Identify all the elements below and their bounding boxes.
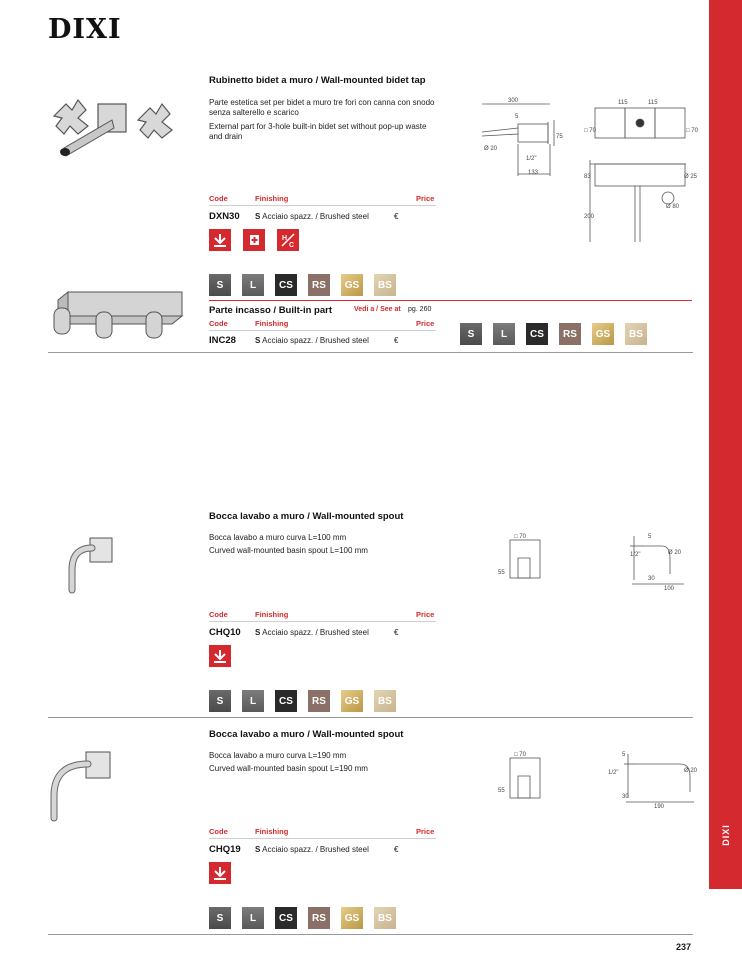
finish-swatches: [209, 274, 396, 296]
price-header: Price: [416, 319, 435, 328]
cold-start-icon: [243, 229, 265, 251]
builtin-page-ref[interactable]: pg. 260: [408, 306, 432, 313]
svg-text:Ø 20: Ø 20: [668, 550, 682, 556]
price-value: €: [394, 212, 399, 221]
finishing-header: Finishing: [255, 319, 289, 328]
swatch-s[interactable]: S: [209, 690, 231, 712]
header-divider: [209, 205, 436, 206]
swatch-rs[interactable]: RS: [559, 323, 581, 345]
spout-100-technical-drawing: [494, 528, 694, 594]
svg-text:133: 133: [528, 170, 539, 176]
spout-190-technical-drawing: [494, 746, 704, 812]
swatch-cs[interactable]: CS: [275, 690, 297, 712]
svg-text:5: 5: [622, 752, 626, 758]
product-code: CHQ19: [209, 844, 241, 855]
svg-text:1/2": 1/2": [630, 552, 641, 558]
swatch-bs[interactable]: BS: [374, 690, 396, 712]
feature-icons: [209, 645, 231, 667]
svg-text:30: 30: [648, 576, 655, 582]
brand-logo: DIXI: [48, 14, 122, 45]
swatch-bs[interactable]: BS: [374, 274, 396, 296]
product-code: CHQ10: [209, 627, 241, 638]
header-divider: [209, 838, 436, 839]
builtin-divider: [209, 300, 692, 301]
price-value: €: [394, 628, 399, 637]
code-header: Code: [209, 610, 228, 619]
svg-text:190: 190: [654, 804, 665, 810]
svg-text:55: 55: [498, 788, 505, 794]
svg-text:Ø 20: Ø 20: [484, 146, 498, 152]
svg-text:H: H: [282, 235, 288, 242]
page-number: 237: [676, 942, 692, 952]
product-desc-it: Bocca lavabo a muro curva L=100 mm: [209, 533, 347, 542]
spout-190-product-image: [48, 748, 128, 826]
hot-cold-icon: [277, 229, 299, 251]
swatch-cs[interactable]: CS: [275, 907, 297, 929]
swatch-rs[interactable]: RS: [308, 274, 330, 296]
svg-text:1/2": 1/2": [608, 770, 619, 776]
water-saving-icon: [209, 229, 231, 251]
price-header: Price: [416, 194, 435, 203]
water-saving-icon: [209, 862, 231, 884]
code-header: Code: [209, 319, 228, 328]
builtin-finishing-value: S Acciaio spazz. / Brushed steel: [255, 336, 369, 345]
product-desc-it: Bocca lavabo a muro curva L=190 mm: [209, 751, 347, 760]
swatch-l[interactable]: L: [493, 323, 515, 345]
product-desc-en: External part for 3-hole built-in bidet set without pop-up waste and drain: [209, 122, 427, 141]
finishing-value: S Acciaio spazz. / Brushed steel: [255, 628, 369, 637]
finish-swatches: [209, 690, 396, 712]
price-header: Price: [416, 610, 435, 619]
header-divider: [209, 621, 436, 622]
code-header: Code: [209, 827, 228, 836]
builtin-part-image: [48, 286, 188, 346]
product-desc-en: Curved wall-mounted basin spout L=100 mm: [209, 546, 368, 555]
side-tab: [709, 0, 742, 889]
svg-text:83: 83: [584, 174, 591, 180]
svg-text:115: 115: [618, 100, 628, 106]
builtin-price-value: €: [394, 336, 399, 345]
svg-text:Ø 80: Ø 80: [666, 204, 680, 210]
svg-text:□ 70: □ 70: [514, 752, 526, 758]
header-divider: [209, 330, 436, 331]
svg-text:300: 300: [508, 98, 519, 104]
section-divider: [48, 352, 693, 353]
finishing-header: Finishing: [255, 827, 289, 836]
swatch-gs[interactable]: GS: [341, 274, 363, 296]
builtin-code: INC28: [209, 335, 236, 346]
svg-text:Ø 25: Ø 25: [684, 174, 698, 180]
finishing-header: Finishing: [255, 610, 289, 619]
svg-text:1/2": 1/2": [526, 156, 537, 162]
svg-text:200: 200: [584, 214, 595, 220]
spout-100-product-image: [64, 534, 124, 594]
svg-text:Ø 20: Ø 20: [684, 768, 698, 774]
svg-text:30: 30: [622, 794, 629, 800]
svg-text:C: C: [289, 242, 295, 248]
swatch-s[interactable]: S: [209, 907, 231, 929]
product-title: Bocca lavabo a muro / Wall-mounted spout: [209, 729, 404, 740]
svg-text:115: 115: [648, 100, 658, 106]
swatch-s[interactable]: S: [209, 274, 231, 296]
swatch-gs[interactable]: GS: [341, 907, 363, 929]
svg-text:5: 5: [515, 114, 519, 120]
svg-text:5: 5: [648, 534, 652, 540]
bidet-tap-product-image: [48, 96, 184, 162]
section-divider: [48, 934, 693, 935]
builtin-title: Parte incasso / Built-in part: [209, 305, 332, 316]
svg-text:55: 55: [498, 570, 505, 576]
swatch-s[interactable]: S: [460, 323, 482, 345]
price-header: Price: [416, 827, 435, 836]
price-value: €: [394, 845, 399, 854]
svg-text:75: 75: [556, 134, 563, 140]
builtin-finish-swatches: [460, 323, 647, 345]
svg-text:□ 70: □ 70: [584, 128, 596, 134]
product-title: Rubinetto bidet a muro / Wall-mounted bidet tap: [209, 75, 426, 86]
product-desc-en: Curved wall-mounted basin spout L=190 mm: [209, 764, 368, 773]
section-divider: [48, 717, 693, 718]
svg-text:□ 70: □ 70: [514, 534, 526, 540]
swatch-l[interactable]: L: [242, 690, 264, 712]
swatch-cs[interactable]: CS: [526, 323, 548, 345]
svg-text:□ 70: □ 70: [686, 128, 698, 134]
finishing-header: Finishing: [255, 194, 289, 203]
product-desc-it: Parte estetica set per bidet a muro tre fori con canna con snodo senza salterello e scarico: [209, 98, 435, 117]
swatch-cs[interactable]: CS: [275, 274, 297, 296]
swatch-bs[interactable]: BS: [374, 907, 396, 929]
swatch-gs[interactable]: GS: [592, 323, 614, 345]
bidet-tap-technical-drawing: [470, 94, 702, 250]
product-title: Bocca lavabo a muro / Wall-mounted spout: [209, 511, 404, 522]
finishing-value: S Acciaio spazz. / Brushed steel: [255, 212, 369, 221]
swatch-rs[interactable]: RS: [308, 690, 330, 712]
builtin-see-link[interactable]: Vedi a / See at: [354, 306, 401, 313]
finish-swatches: [209, 907, 396, 929]
code-header: Code: [209, 194, 228, 203]
finishing-value: S Acciaio spazz. / Brushed steel: [255, 845, 369, 854]
swatch-l[interactable]: L: [242, 274, 264, 296]
swatch-l[interactable]: L: [242, 907, 264, 929]
svg-text:100: 100: [664, 586, 675, 592]
product-code: DXN30: [209, 211, 240, 222]
feature-icons: [209, 862, 231, 884]
swatch-bs[interactable]: BS: [625, 323, 647, 345]
water-saving-icon: [209, 645, 231, 667]
side-tab-label: DIXI: [720, 824, 731, 846]
feature-icons: [209, 229, 299, 251]
swatch-gs[interactable]: GS: [341, 690, 363, 712]
swatch-rs[interactable]: RS: [308, 907, 330, 929]
